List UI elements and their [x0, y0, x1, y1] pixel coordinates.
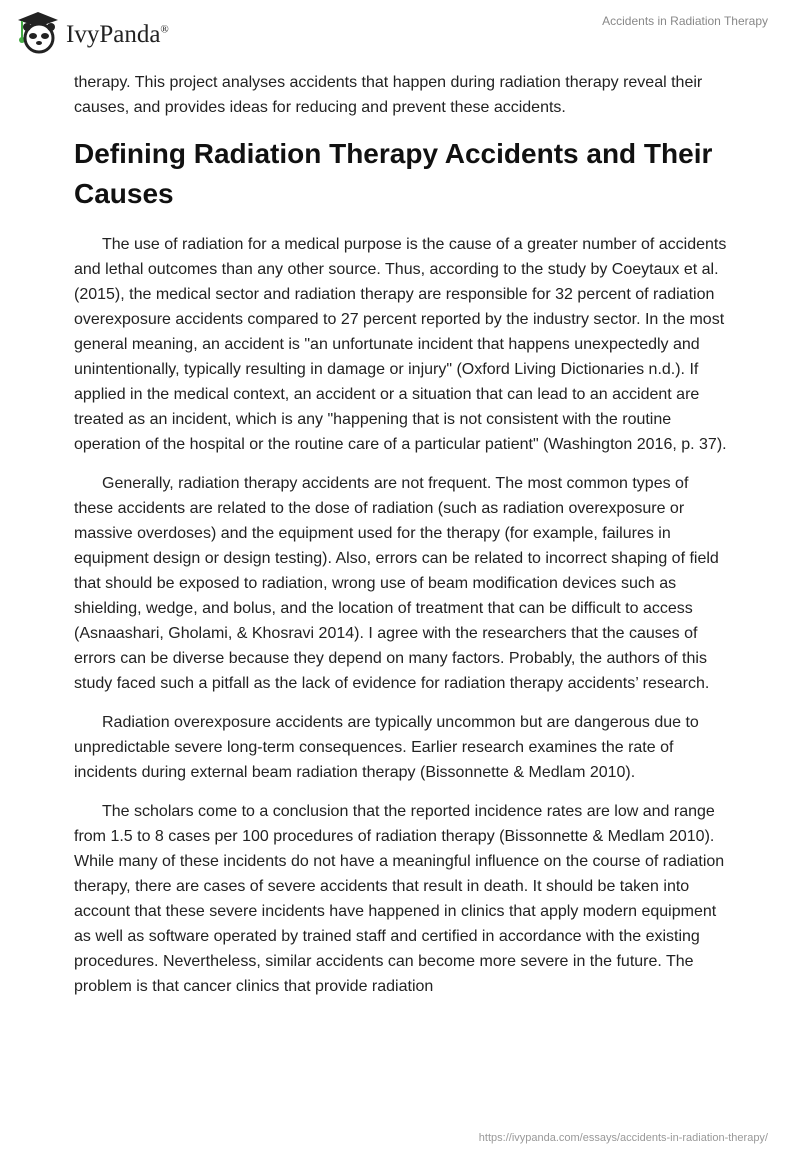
ivypanda-logo[interactable] [14, 8, 169, 54]
document-title: Accidents in Radiation Therapy [602, 14, 768, 28]
section-heading: Defining Radiation Therapy Accidents and Their Causes [74, 138, 713, 209]
essay-body [74, 70, 730, 1013]
paragraph: The use of radiation for a medical purpose is the cause of a greater number of accidents and lethal outcomes than any other source. Thus, according to the study by Coeytaux et al. (2015), the medical sector and radiation therapy are responsible for 32 percent of radiation overexposure accidents compared to 27 percent reported by the industry sector. In the most general meaning, an accident is "an unfortunate incident that happens unexpectedly and unintentionally, typically resulting in damage or injury" (Oxford Living Dictionaries n.d.). If applied in the medical context, an accident or a situation that can lead to an accident are treated as an incident, which is any "happening that is not consistent with the routine operation of the hospital or the routine care of a particular patient" (Washington 2016, p. 37). [74, 236, 727, 453]
paragraph: The scholars come to a conclusion that the reported incidence rates are low and range from 1.5 to 8 cases per 100 procedures of radiation therapy (Bissonnette & Medlam 2010). While many of these incidents do not have a meaningful influence on the course of radiation therapy, there are cases of severe accidents that result in death. It should be taken into account that these severe incidents have happened in clinics that apply modern equipment as well as software operated by trained staff and certified in accordance with the existing procedures. Nevertheless, similar accidents can become more severe in the future. The problem is that cancer clinics that provide radiation [74, 803, 725, 995]
panda-graduate-icon [14, 8, 60, 54]
intro-paragraph: therapy. This project analyses accidents that happen during radiation therapy reveal their causes, and provides ideas for reducing and prevent these accidents. [74, 74, 703, 116]
registered-mark: ® [160, 23, 169, 36]
brand-name: IvyPanda [66, 21, 161, 48]
paragraph: Radiation overexposure accidents are typically uncommon but are dangerous due to unpredictable severe long-term consequences. Earlier research examines the rate of incidents during external beam radiation therapy (Bissonnette & Medlam 2010). [74, 714, 699, 781]
page-header [0, 0, 800, 60]
source-url[interactable]: https://ivypanda.com/essays/accidents-in-radiation-therapy/ [478, 1132, 768, 1144]
paragraph: Generally, radiation therapy accidents are not frequent. The most common types of these accidents are related to the dose of radiation (such as radiation overexposure or massive overdoses) and the equipment used for the therapy (for example, failures in equipment design or design testing). Also, errors can be related to incorrect shaping of field that should be exposed to radiation, wrong use of beam modification devices such as shielding, wedge, and bolus, and the location of treatment that can be difficult to access (Asnaashari, Gholami, & Khosravi 2014). I agree with the researchers that the causes of errors can be diverse because they depend on many factors. Probably, the authors of this study faced such a pitfall as the lack of evidence for radiation therapy accidents’ research. [74, 475, 719, 692]
